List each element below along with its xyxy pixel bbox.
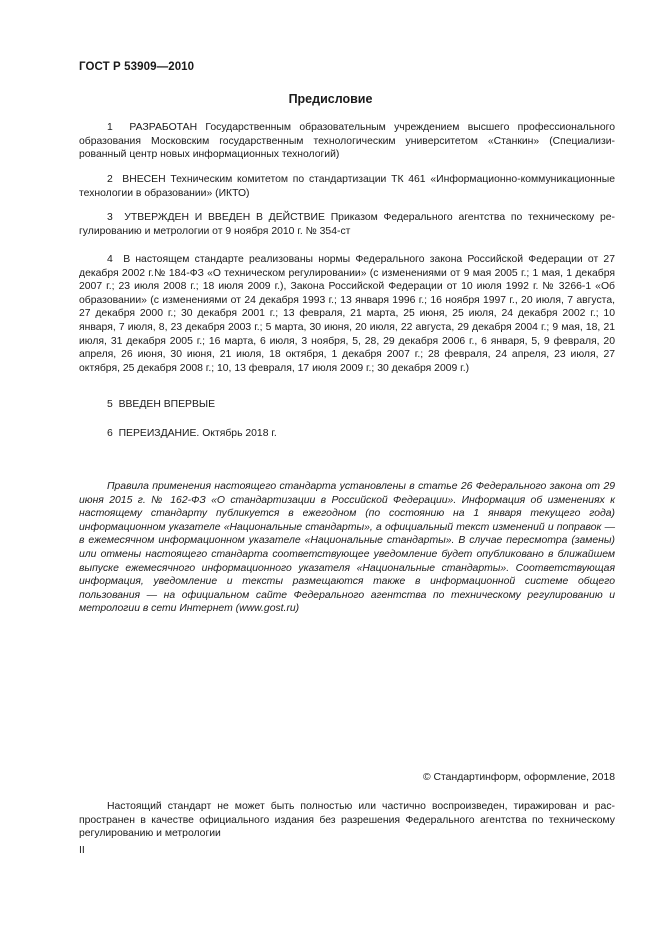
item-text: Государственным образовательным учреждением высшего профессионального образования Московским государственным технологическим университетом «Станкин» (Специализированный центр новых информационных технологий) <box>79 122 615 161</box>
item-text: Приказом Федерального агентства по техническому регулированию и метрологии от 9 ноября 2010 г. № 354-ст <box>79 212 616 237</box>
standard-application-notice: Правила применения настоящего стандарта установлены в статье 26 Федерального закона от 29 июня 2015 г. № 162-ФЗ «О стандартизации в Российской Федерации». Информация об изменениях к настоящему стандарту публикуется в ежегодном (по состоянию на 1 января текущего года) информационном указателе «Национальные стандарты», а официальный текст изменений и поправок — в ежемесячном информационном указателе «Национальные стандарты». В случае пересмотра (замены) или отмены настоящего стандарта соответствующее уведомление будет опубликовано в ближайшем выпуске ежемесячного информационного указателя «Национальные стандарты». Соответствующая информация, уведомление и тексты размещаются также в информационной системе общего пользования — на официальном сайте Федерального агентства по техническому регулированию и метрологии в сети Интернет (www.gost.ru) <box>79 481 615 615</box>
item-text: Октябрь 2018 г. <box>199 428 277 439</box>
foreword-item-4 <box>79 253 615 375</box>
item-number: 1 <box>107 122 113 133</box>
copyright-line: © Стандартинформ, оформление, 2018 <box>422 772 615 783</box>
foreword-item-3 <box>79 211 615 238</box>
item-text: В настоящем стандарте реализованы нормы Федерального закона Российской Федерации от 27 декабря 2002 г.№ 184-ФЗ «О техническом регулировании» (с изменениями от 9 мая 2005 г.; 1 мая, 1 декабря 2007 г.; 23 июля 2008 г.; 18 июля 2009 г.), Закона Российской Федерации от 10 июля 1992 г. № 3266-1 «Об образовании» (с изменениями от 24 декабря 1993 г.; 13 января 1996 г.; 16 ноября 1997 г., 20 июля, 7 августа, 27 декабря 2000 г.; 30 декабря 2001 г.; 13 февраля, 21 марта, 25 июня, 25 июля, 24 декабря 2002 г.; 10 января, 7 июля, 8, 23 декабря 2003 г.; 5 марта, 30 июня, 20 июля, 22 августа, 29 декабря 2004 г.; 9 мая, 18, 21 июля, 31 декабря 2005 г.; 16 марта, 6 июля, 3 ноября, 5, 28, 29 декабря 2006 г., 6 января, 5, 9 февраля, 20 апреля, 26 июня, 30 июня, 21 июля, 18 октября, 1 декабря 2007 г.; 28 февраля, 24 апреля, 23 июля, 27 октября, 25 декабря 2008 г.; 10, 13 февраля, 17 июля 2009 г.; 30 декабря 2009 г.) <box>79 254 615 374</box>
item-lead: УТВЕРЖДЕН И ВВЕДЕН В ДЕЙСТВИЕ <box>124 212 325 223</box>
item-text: Техническим комитетом по стандартизации ТК 461 «Информационно-коммуникационные технологии в образовании» (ИКТО) <box>79 174 615 199</box>
item-lead: ВВЕДЕН ВПЕРВЫЕ <box>118 399 216 410</box>
page-title: Предисловие <box>288 92 373 106</box>
foreword-item-6 <box>79 427 615 441</box>
item-number: 5 <box>107 399 113 410</box>
document-code: ГОСТ Р 53909—2010 <box>79 61 195 73</box>
foreword-item-5 <box>79 398 615 412</box>
foreword-item-2 <box>79 173 615 200</box>
item-number: 3 <box>107 212 113 223</box>
item-lead: ПЕРЕИЗДАНИЕ. <box>118 428 200 439</box>
item-lead: РАЗРАБОТАН <box>129 122 198 133</box>
foreword-item-1 <box>79 121 615 162</box>
item-number: 6 <box>107 428 113 439</box>
item-number: 4 <box>107 254 113 265</box>
reproduction-notice: Настоящий стандарт не может быть полностью или частично воспроизведен, тиражирован и распространен в качестве официального издания без разрешения Федерального агентства по техническому регулированию и метрологии <box>79 801 615 840</box>
page-number: II <box>79 845 85 856</box>
item-lead: ВНЕСЕН <box>122 174 166 185</box>
item-number: 2 <box>107 174 113 185</box>
